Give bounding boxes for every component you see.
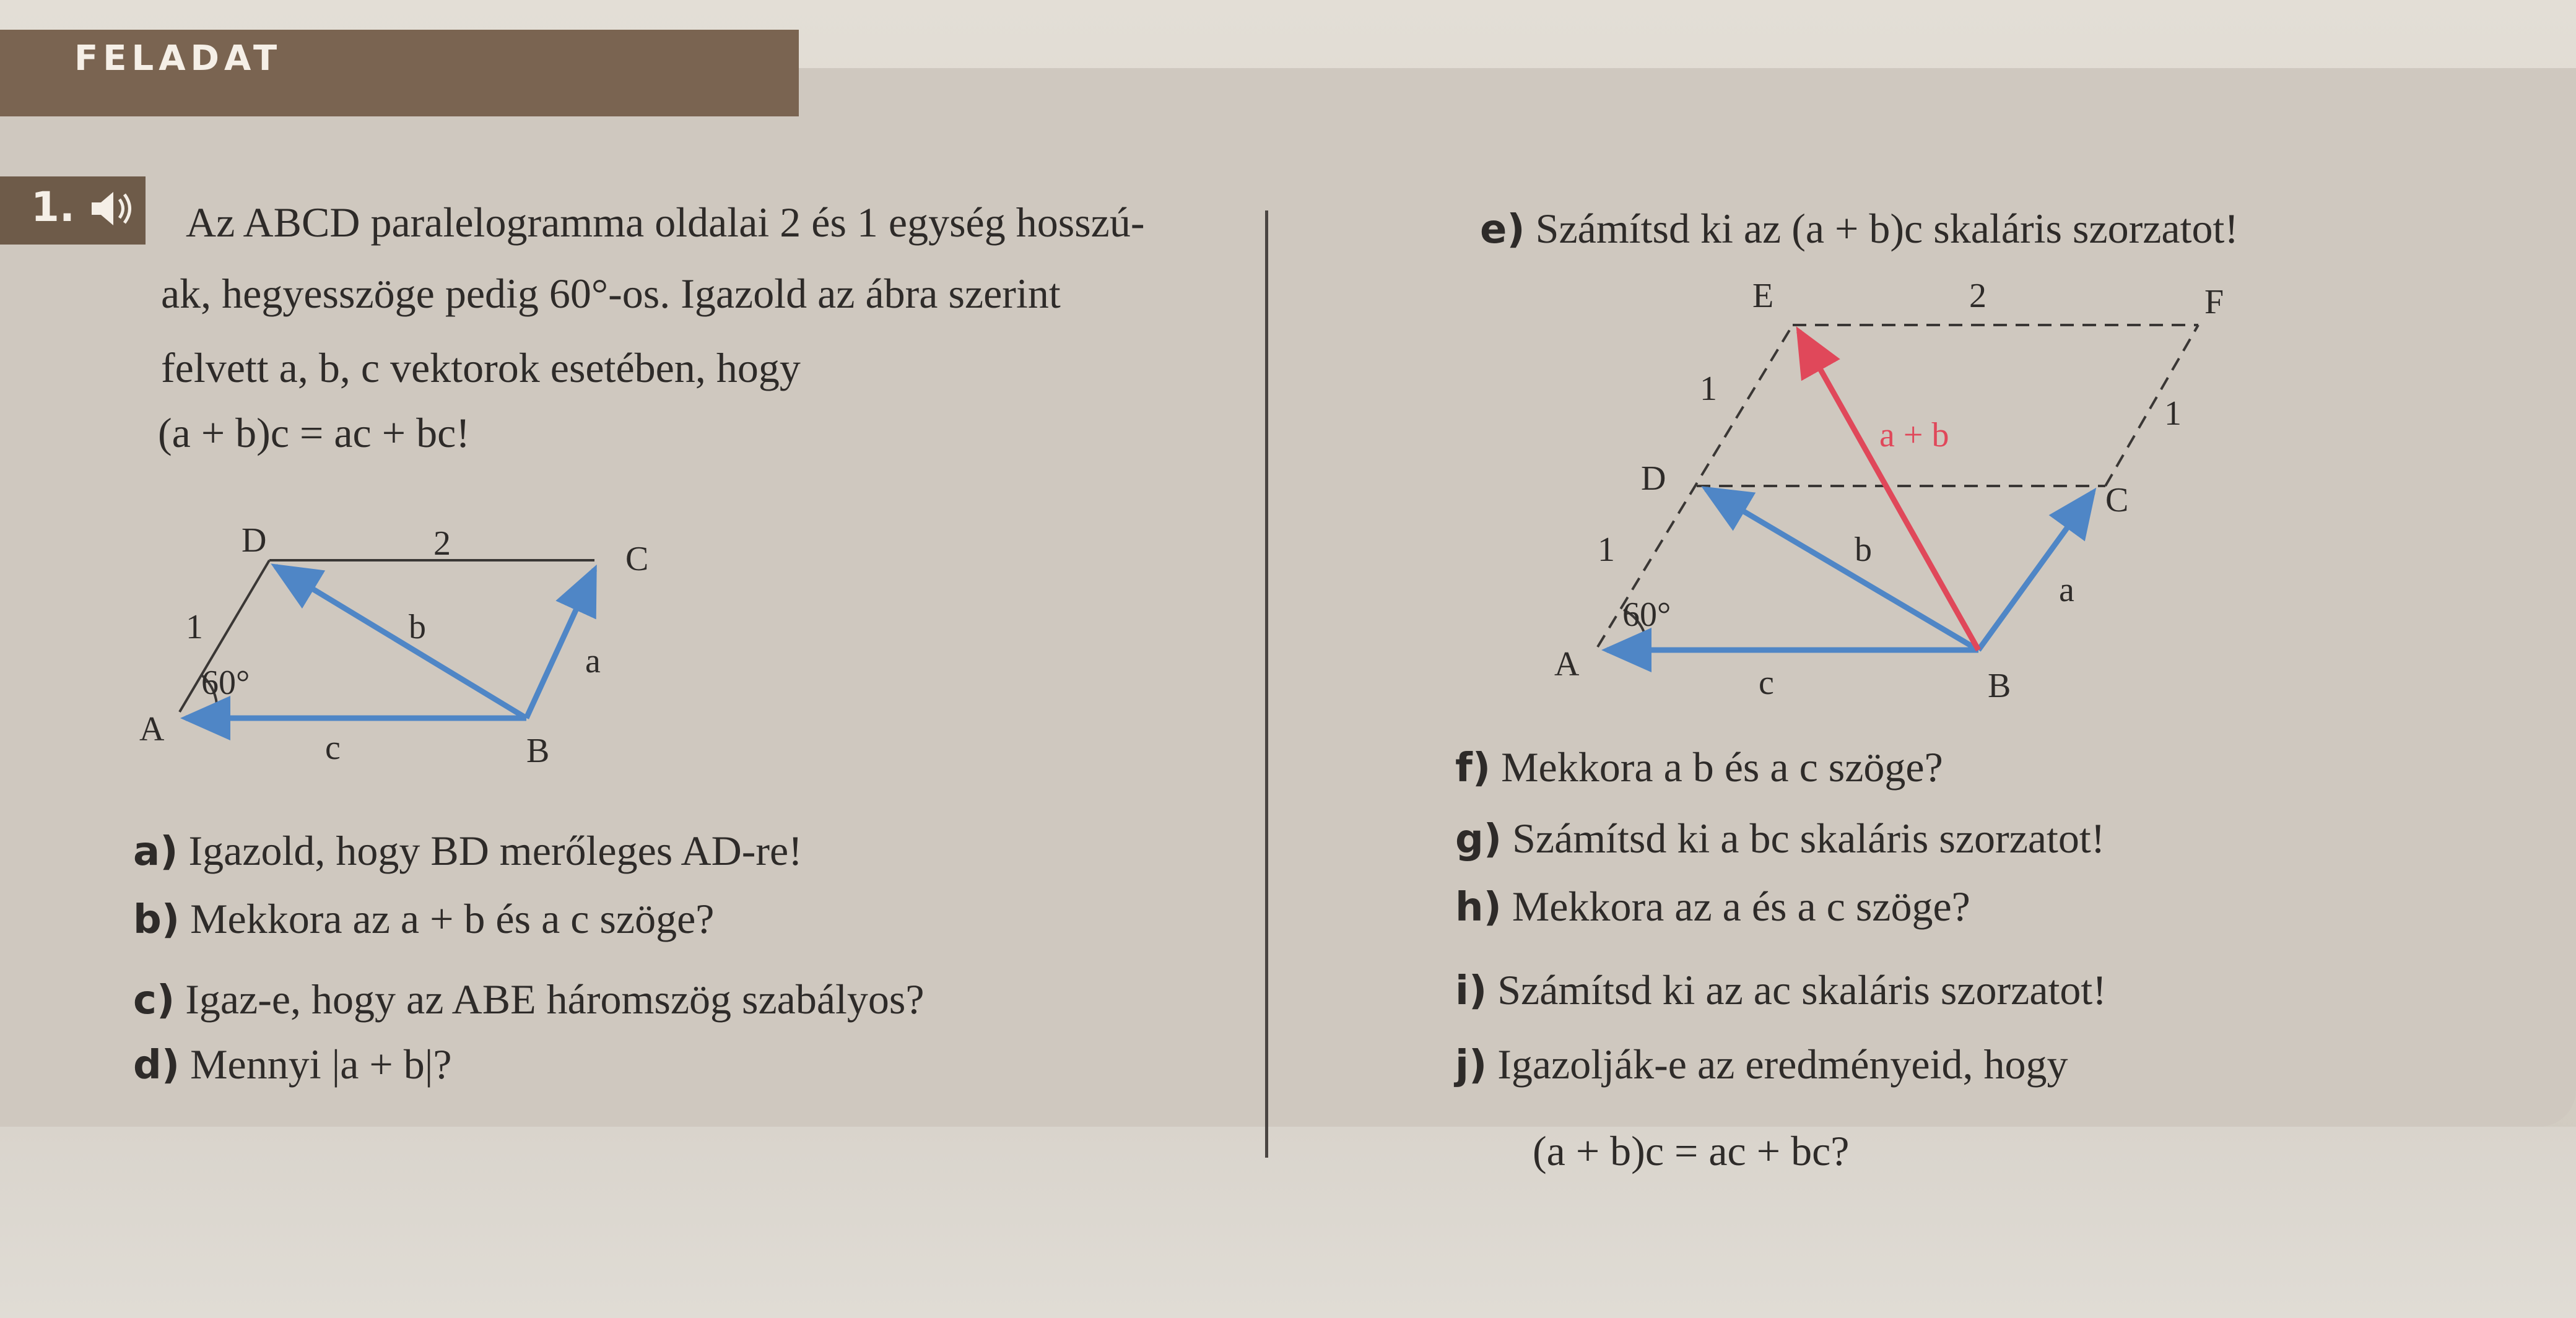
vector-label: b [1855,531,1872,569]
point-label: A [139,710,165,748]
side-length-label: 2 [1969,277,1986,315]
side-length-label: 1 [186,608,203,646]
vector-label: c [1759,664,1774,702]
side-length-label: 1 [1598,531,1615,569]
intro-line-2: ak, hegyesszöge pedig 60°-os. Igazold az ábra szerint [161,270,1061,317]
question-b: b) Mekkora az a + b és a c szöge? [133,895,715,943]
question-j: j) Igazolják-e az eredményeid, hogy [1455,1041,2068,1088]
dashed-cf [2105,325,2198,486]
point-label: F [2204,283,2224,321]
point-label: C [2105,481,2129,519]
vector-a [1978,492,2093,650]
question-i: i) Számítsd ki az ac skaláris szorzatot! [1455,966,2107,1014]
point-label: D [1641,459,1666,498]
side-length-label: 2 [433,524,451,563]
question-c: c) Igaz-e, hogy az ABE háromszög szabályos? [133,976,925,1023]
point-label: B [526,732,550,770]
vector-sum [1799,331,1978,650]
final-formula: (a + b)c = ac + bc? [1533,1127,1850,1174]
vector-label: a [2059,571,2074,609]
section-title: FELADAT [74,38,282,79]
point-label: D [242,521,267,560]
point-label: B [1988,667,2011,705]
vector-label: b [409,608,426,646]
intro-line-3: felvett a, b, c vektorok esetében, hogy [161,344,801,391]
point-label: C [625,540,649,578]
point-label: E [1752,277,1774,315]
intro-formula: (a + b)c = ac + bc! [158,409,470,456]
angle-label: 60° [201,664,250,702]
question-h: h) Mekkora az a és a c szöge? [1455,883,1970,930]
question-d: d) Mennyi |a + b|? [133,1041,452,1088]
intro-line-1: Az ABCD paralelogramma oldalai 2 és 1 egység hosszú- [186,199,1145,246]
angle-label: 60° [1622,596,1671,634]
question-g: g) Számítsd ki a bc skaláris szorzatot! [1455,815,2105,862]
task-number: 1. [31,183,75,231]
question-a: a) Igazold, hogy BD merőleges AD-re! [133,827,803,875]
vector-label: c [325,729,341,767]
point-label: A [1554,645,1580,683]
vector-label: a [585,642,601,680]
question-f: f) Mekkora a b és a c szöge? [1455,744,1943,791]
vector-b [1706,489,1978,650]
side-length-label: 1 [1700,370,1717,408]
vector-label: a + b [1879,416,1949,454]
question-e: e) Számítsd ki az (a + b)c skaláris szorzatot! [1480,205,2239,253]
side-length-label: 1 [2164,394,2182,433]
